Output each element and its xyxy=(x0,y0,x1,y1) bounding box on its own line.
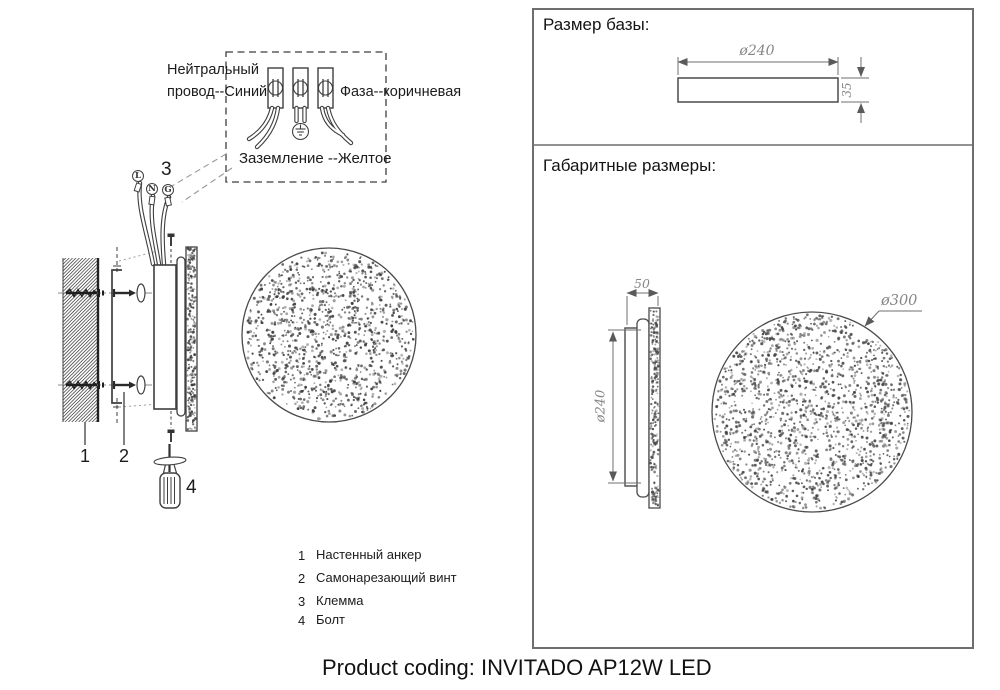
wall-section xyxy=(63,185,98,461)
screwdriver-icon xyxy=(154,444,186,508)
legend-item-4-num: 4 xyxy=(298,613,306,628)
bolt-icon-bottom xyxy=(168,411,175,442)
legend-item-2-label: Самонарезающий винт xyxy=(316,570,457,585)
callout-4: 4 xyxy=(186,477,197,498)
dim-face-diameter: ø300 xyxy=(881,293,918,309)
wall-hatch xyxy=(63,185,98,461)
legend-item-3-label: Клемма xyxy=(316,593,364,608)
size-panel-border xyxy=(533,9,973,648)
mount-hole xyxy=(137,284,145,302)
wiring-label-neutral-line1: Нейтральный xyxy=(167,62,259,78)
front-view-circle xyxy=(242,248,416,422)
dim-base-thickness: 35 xyxy=(840,82,855,98)
legend-item-1-num: 1 xyxy=(298,548,306,563)
wiring-label-neutral-line2: провод--Синий xyxy=(167,84,268,100)
terminal-n-label: N xyxy=(148,183,156,194)
legend-item-1-label: Настенный анкер xyxy=(316,547,422,562)
mount-hole xyxy=(137,376,145,394)
ground-symbol-icon xyxy=(293,124,309,140)
legend-item-3-num: 3 xyxy=(298,594,306,609)
mounting-bracket xyxy=(112,247,160,426)
callout-2: 2 xyxy=(118,446,130,466)
size-panel xyxy=(533,9,973,648)
dim-base-diameter: ø240 xyxy=(739,43,775,59)
wiring-label-ground: Заземление --Желтое xyxy=(239,150,392,167)
dim-overall-depth: 50 xyxy=(634,276,650,291)
terminal-block-icons xyxy=(268,68,333,108)
dim-side-diameter: ø240 xyxy=(593,389,609,423)
base-size-title: Размер базы: xyxy=(543,15,650,34)
product-coding: Product coding: INVITADO AP12W LED xyxy=(322,655,712,680)
callout-3: 3 xyxy=(161,159,172,180)
overall-size-title: Габаритные размеры: xyxy=(543,156,717,175)
overall-size-drawing xyxy=(608,293,922,512)
terminal-g-label: G xyxy=(164,184,172,195)
legend-item-2-num: 2 xyxy=(298,571,306,586)
callout-1: 1 xyxy=(79,446,91,466)
legend-item-4-label: Болт xyxy=(316,612,346,627)
terminal-l-label: L xyxy=(135,170,141,181)
lamp-base-side xyxy=(154,247,197,431)
self-tapping-screw-icon xyxy=(114,289,136,389)
installation-diagram xyxy=(58,171,416,509)
wiring-label-phase: Фаза--коричневая xyxy=(340,84,462,100)
bolt-icon xyxy=(168,234,175,264)
